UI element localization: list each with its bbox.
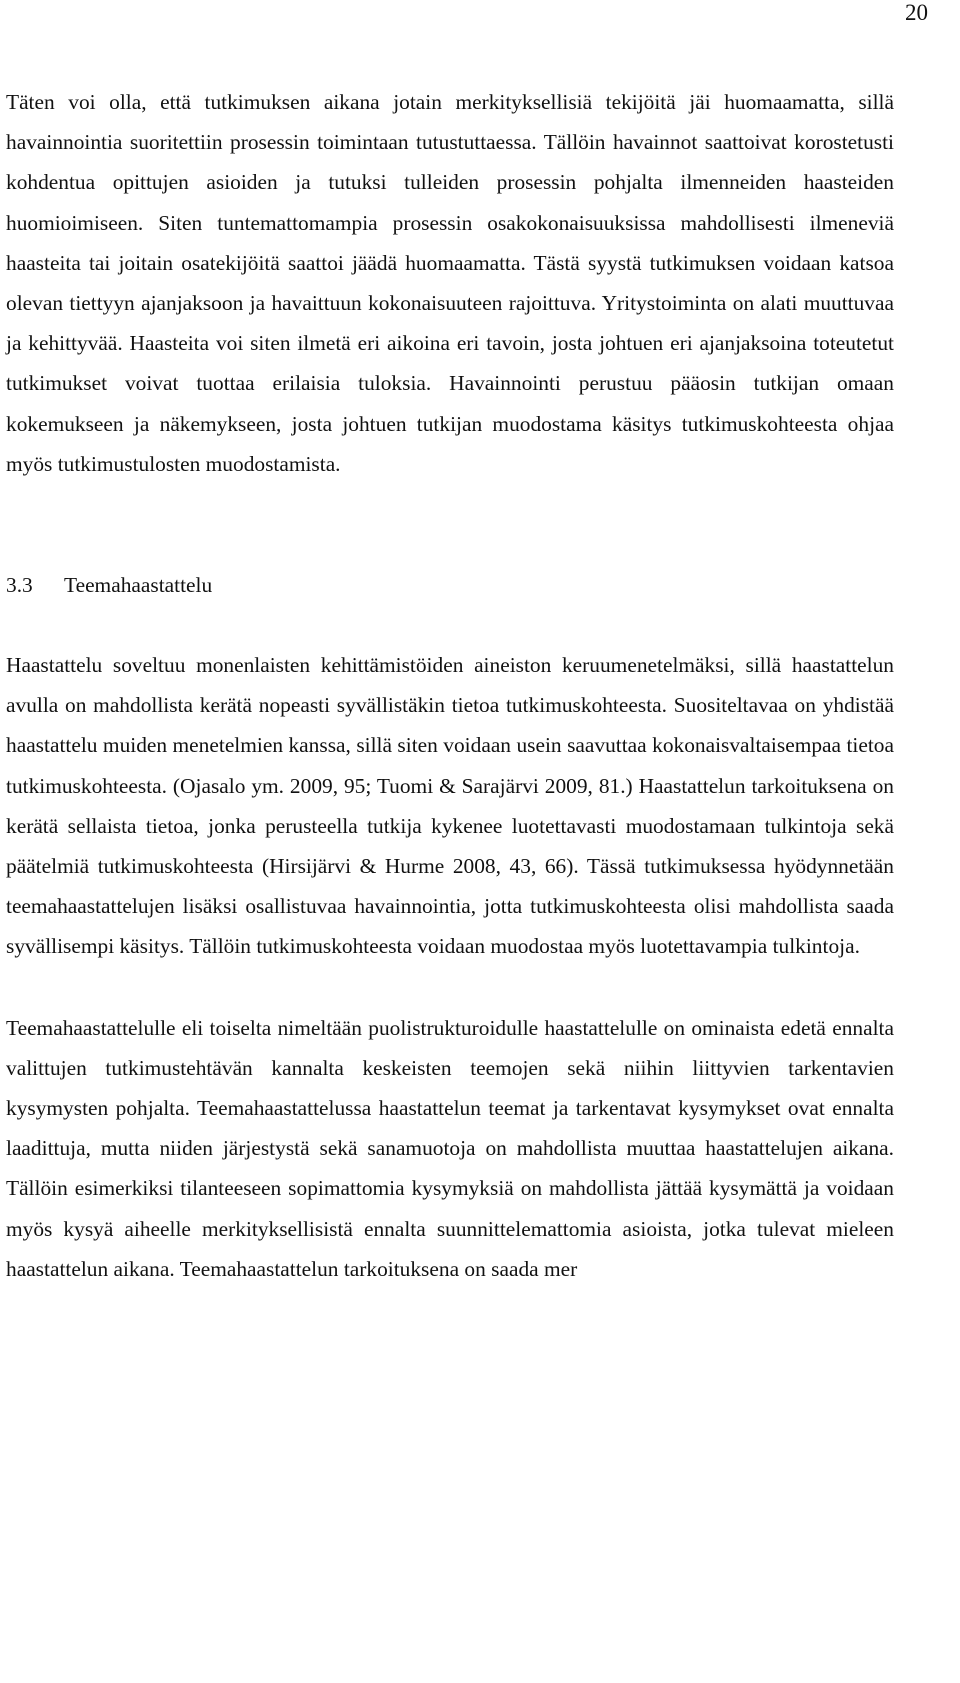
paragraph-observation-limitations: Täten voi olla, että tutkimuksen aikana jotain merkityksellisiä tekijöitä jäi huomaamatta, sillä havainnointia suoritettiin prosessin toimintaan tutustuttaessa. Tällöin havainnot saattoivat korostetusti kohdentua opittujen asioiden ja tutuksi tulleiden prosessin pohjalta ilmenneiden haasteiden huomioimiseen. Siten tuntemattomampia prosessin osakokonaisuuksissa mahdollisesti ilmeneviä haasteita tai joitain osatekijöitä saattoi jäädä huomaamatta. Tästä syystä tutkimuksen voidaan katsoa olevan tiettyyn ajanjaksoon ja havaittuun kokonaisuuteen rajoittuva. Yritystoiminta on alati muuttuvaa ja kehittyvää. Haasteita voi siten ilmetä eri aikoina eri tavoin, josta johtuen eri ajanjaksoina toteutetut tutkimukset voivat tuottaa erilaisia tuloksia. Havainnointi perustuu pääosin tutkijan omaan kokemukseen ja näkemykseen, josta johtuen tutkijan muodostama käsitys tutkimuskohteesta ohjaa myös tutkimustulosten muodostamista. xyxy=(6,90,894,476)
page-number: 20 xyxy=(905,0,928,25)
paragraph-interview-method: Haastattelu soveltuu monenlaisten kehittämistöiden aineiston keruumenetelmäksi, sillä haastattelun avulla on mahdollista kerätä nopeasti syvällistäkin tietoa tutkimuskohteesta. Suositeltavaa on yhdistää haastattelu muiden menetelmien kanssa, sillä siten voidaan usein saavuttaa kokonaisvaltaisempaa tietoa tutkimuskohteesta. (Ojasalo ym. 2009, 95; Tuomi & Sarajärvi 2009, 81.) Haastattelun tarkoituksena on kerätä sellaista tietoa, jonka perusteella tutkija kykenee luotettavasti muodostamaan tulkintoja sekä päätelmiä tutkimuskohteesta (Hirsijärvi & Hurme 2008, 43, 66). Tässä tutkimuksessa hyödynnetään teemahaastattelujen lisäksi osallistuvaa havainnointia, jotta tutkimuskohteesta olisi mahdollista saada syvällisempi käsitys. Tällöin tutkimuskohteesta voidaan muodostaa myös luotettavampia tulkintoja. xyxy=(6,653,894,959)
section-number: 3.3 xyxy=(6,573,33,598)
section-title: Teemahaastattelu xyxy=(64,573,213,598)
section-heading xyxy=(6,565,894,605)
document-body xyxy=(6,82,894,1289)
paragraph-theme-interview: Teemahaastattelulle eli toiselta nimeltään puolistrukturoidulle haastattelulle on ominaista edetä ennalta valittujen tutkimustehtävän kannalta keskeisten teemojen sekä niihin liittyvien tarkentavien kysymysten pohjalta. Teemahaastattelussa haastattelun teemat ja tarkentavat kysymykset ovat ennalta laadittuja, mutta niiden järjestystä sekä sanamuotoja on mahdollista muuttaa haastattelujen aikana. Tällöin esimerkiksi tilanteeseen sopimattomia kysymyksiä on mahdollista jättää kysymättä ja voidaan myös kysyä aiheelle merkityksellisistä ennalta suunnittelemattomia asioista, jotka tulevat mieleen haastattelun aikana. Teemahaastattelun tarkoituksena on saada mer xyxy=(6,1015,894,1281)
